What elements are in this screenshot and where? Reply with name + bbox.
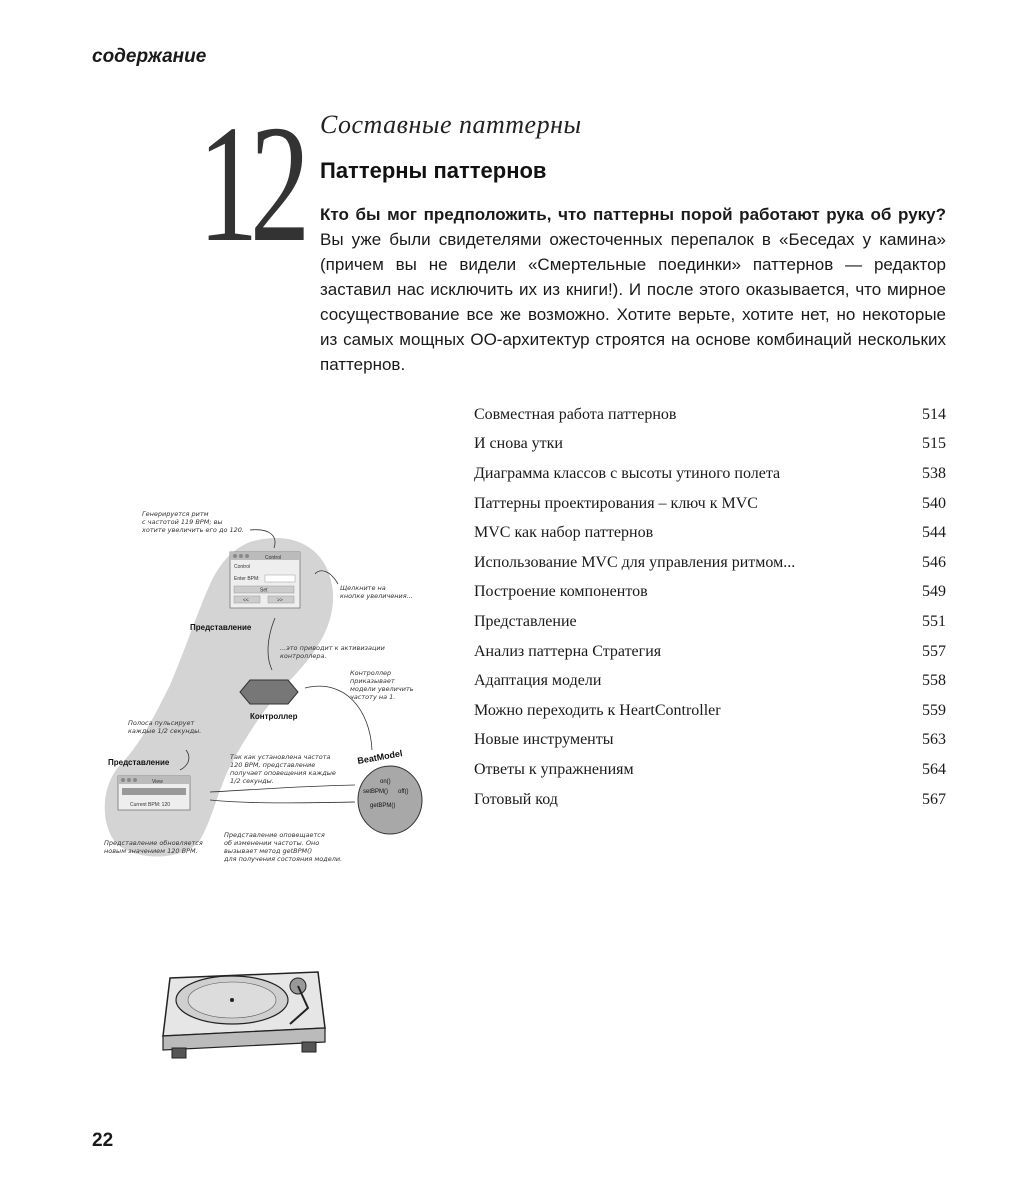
turntable-illustration	[160, 958, 330, 1063]
toc-entry[interactable]	[474, 666, 946, 696]
toc-entry[interactable]	[474, 696, 946, 726]
toc-entry-title: Совместная работа паттернов	[474, 405, 677, 423]
toc-entry[interactable]	[474, 400, 946, 430]
arrow-getbpm	[210, 800, 355, 803]
controller-shape	[240, 680, 298, 704]
toc-entry-title: Адаптация модели	[474, 672, 602, 690]
toc-entry[interactable]	[474, 548, 946, 578]
increase-label: >>	[277, 597, 283, 604]
note-activate-1: ...это приводит к активизации	[280, 644, 385, 652]
beat-method-setbpm: setBPM()	[363, 789, 389, 795]
intro-lead: Кто бы мог предположить, что паттерны порой работают рука об руку?	[320, 205, 946, 224]
note-top-3: хотите увеличить его до 120.	[142, 526, 244, 534]
toc-entry-title: Можно переходить к HeartController	[474, 701, 721, 719]
toc-entry-page: 549	[922, 583, 946, 601]
note-notify-3: получает оповещения каждые	[230, 769, 336, 777]
note-ctrl-3: модели увеличить	[350, 685, 414, 693]
page-number: 22	[92, 1130, 114, 1151]
toc-entry-page: 558	[922, 672, 946, 690]
control-enter-label: Enter BPM:	[234, 576, 260, 582]
toc-entry-page: 559	[922, 701, 946, 719]
toc-entry-page: 515	[922, 435, 946, 453]
toc-entry-page: 514	[922, 405, 946, 423]
chapter-subtitle: Составные паттерны	[320, 110, 582, 139]
arrow-notify	[210, 785, 355, 792]
beat-method-off: off()	[398, 789, 409, 795]
note-ctrl-4: частоту на 1.	[350, 693, 396, 701]
chapter-number: 12	[198, 91, 302, 277]
toc-entry-page: 551	[922, 612, 946, 630]
beat-method-getbpm: getBPM()	[370, 803, 396, 809]
toc-entry-title: Построение компонентов	[474, 583, 648, 601]
toc-entry[interactable]	[474, 578, 946, 608]
toc-entry[interactable]	[474, 430, 946, 460]
beat-model-label: BeatModel	[356, 748, 404, 766]
toc-entry-page: 546	[922, 553, 946, 571]
label-view-top: Представление	[190, 623, 252, 632]
set-button-label: Set	[260, 587, 268, 594]
toc-entry[interactable]	[474, 489, 946, 519]
beat-method-on: on()	[380, 779, 391, 785]
note-notify-2: 120 BPM, представление	[230, 761, 316, 769]
label-controller: Контроллер	[250, 712, 298, 721]
toc-entry-page: 563	[922, 731, 946, 749]
toc-entry-title: Готовый код	[474, 790, 558, 808]
mvc-diagram	[100, 500, 440, 880]
bpm-input[interactable]	[265, 575, 295, 582]
note-updated-1: Представление обновляется	[104, 839, 203, 847]
toc-entry-title: И снова утки	[474, 435, 563, 453]
decrease-label: <<	[243, 597, 249, 604]
toc-entry-page: 557	[922, 642, 946, 660]
note-bar-1: Полоса пульсирует	[128, 719, 195, 727]
toc-entry-title: Диаграмма классов с высоты утиного полета	[474, 464, 781, 482]
note-changed-1: Представление оповещается	[224, 831, 325, 839]
note-notify-1: Так как установлена частота	[230, 753, 331, 761]
toc-entry[interactable]	[474, 755, 946, 785]
toc-entry-page: 567	[922, 790, 946, 808]
toc-entry-title: Анализ паттерна Стратегия	[474, 642, 662, 660]
toc-entry[interactable]	[474, 459, 946, 489]
toc-entry-title: Представление	[474, 612, 577, 630]
label-view-bottom: Представление	[108, 758, 170, 767]
chapter-intro	[320, 202, 946, 377]
note-ctrl-2: приказывает	[350, 677, 395, 685]
toc-entry-title: Новые инструменты	[474, 731, 614, 749]
beat-bar	[122, 788, 186, 795]
running-head: содержание	[92, 46, 207, 67]
note-changed-2: об изменении частоты. Оно	[224, 839, 320, 847]
toc-entry-title: Ответы к упражнениям	[474, 760, 634, 778]
note-click-2: кнопке увеличения...	[340, 592, 413, 600]
toc-entry[interactable]	[474, 726, 946, 756]
control-window-title: Control	[265, 555, 282, 561]
toc-entry-title: MVC как набор паттернов	[474, 524, 654, 542]
note-activate-2: контроллера.	[280, 652, 327, 660]
view-window-title: View	[152, 779, 163, 785]
note-ctrl-1: Контроллер	[350, 669, 392, 677]
toc-entry-page: 538	[922, 464, 946, 482]
toc-entry-title: Паттерны проектирования – ключ к MVC	[474, 494, 758, 512]
note-changed-3: вызывает метод getBPM()	[224, 847, 313, 855]
note-bar-2: каждые 1/2 секунды.	[128, 727, 202, 735]
control-menu: Control	[234, 564, 251, 570]
note-top-1: Генерируется ритм	[142, 510, 209, 518]
note-click-1: Щелкните на	[340, 584, 386, 592]
toc-entry-title: Использование MVC для управления ритмом...	[474, 553, 796, 571]
toc-entry-page: 564	[922, 760, 946, 778]
chapter-title: Паттерны паттернов	[320, 158, 547, 183]
view-current-bpm: Current BPM: 120	[130, 802, 171, 808]
toc-entry[interactable]	[474, 785, 946, 815]
view-window	[118, 776, 190, 810]
note-updated-2: новым значением 120 BPM.	[104, 847, 198, 855]
note-changed-4: для получения состояния модели.	[224, 855, 343, 863]
control-window	[230, 552, 300, 608]
toc-entry[interactable]	[474, 607, 946, 637]
beat-model-sphere	[358, 766, 422, 834]
toc-entry-page: 544	[922, 524, 946, 542]
intro-body: Вы уже были свидетелями ожесточенных перепалок в «Беседах у камина» (причем вы не видели «Смертельные поединки» паттернов — редактор заставил нас исключить их из книги!). И после этого оказывается, что мирное сосуществование все же возможно. Хотите верьте, хотите нет, но некоторые из самых мощных ОО-архитектур строятся на основе комбинаций нескольких паттернов.	[320, 230, 946, 374]
note-top-2: с частотой 119 BPM; вы	[142, 518, 223, 526]
toc-entry[interactable]	[474, 518, 946, 548]
toc-entry[interactable]	[474, 637, 946, 667]
table-of-contents	[474, 400, 946, 814]
toc-entry-page: 540	[922, 494, 946, 512]
note-notify-4: 1/2 секунды.	[230, 777, 274, 785]
